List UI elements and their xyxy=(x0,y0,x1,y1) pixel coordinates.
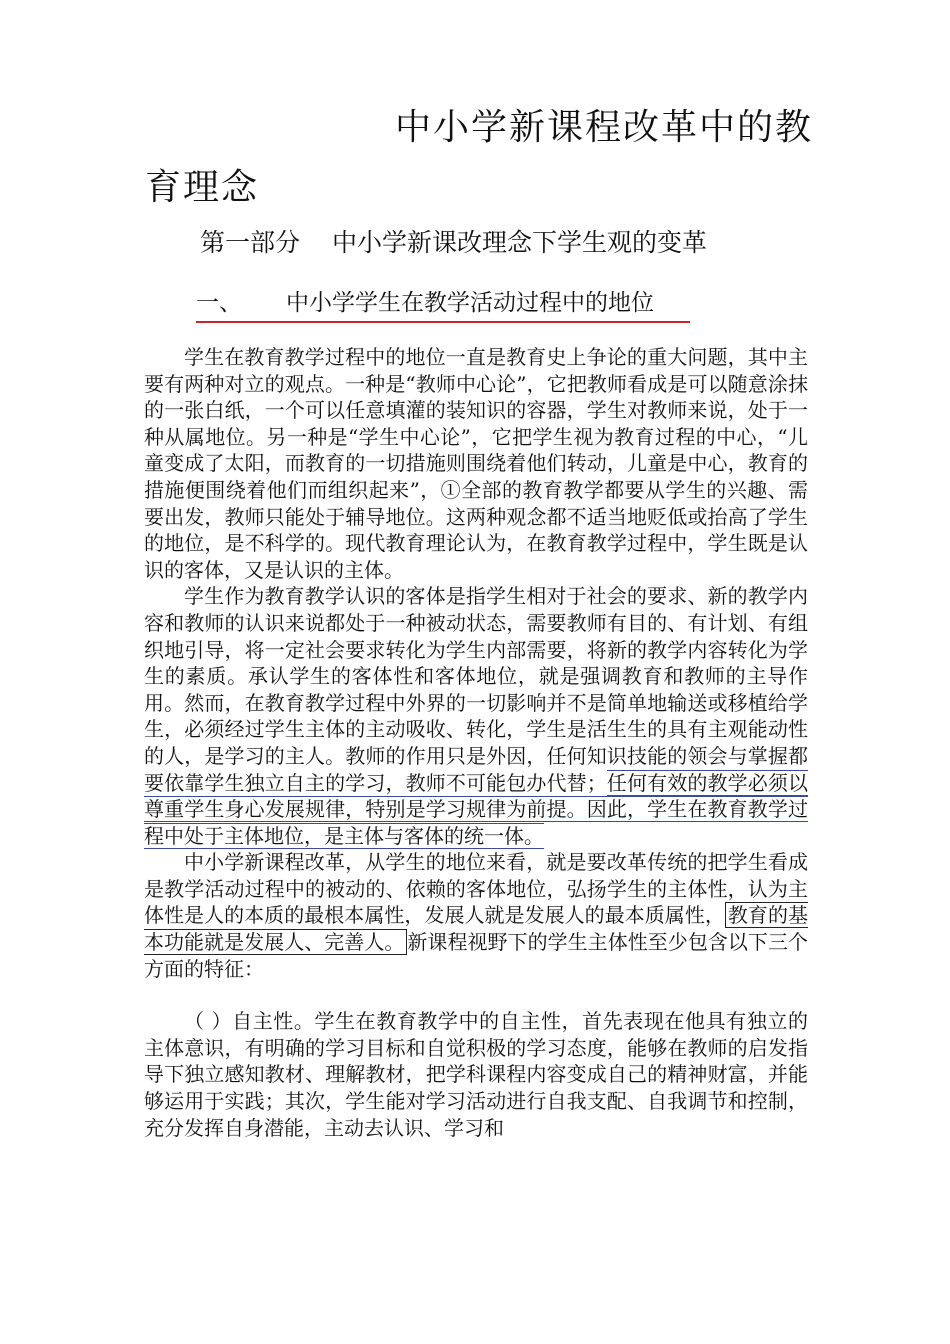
document-title xyxy=(145,98,813,218)
paragraph-2-text: 学生作为教育教学认识的客体是指学生相对于社会的要求、新的教学内容和教师的认识来说都处于一种被动状态，需要教师有目的、有计划、有组织地引导，将一定社会要求转化为学生内部需要，将新的教学内容转化为学生的素质。承认学生的客体性和客体地位，就是强调教育和教师的主导作用。然而，在教育教学过程中外界的一切影响并不是简单地输送或移植给学生，必须经过学生主体的主动吸收、转化，学生是活生生的具有主观能动性的人，是学习的主人。教师的作用只是外因，任何知识技能的领会与掌握都要依靠学生独立自主的学习，教师不可能包办代替； xyxy=(144,584,808,795)
part-title: 中小学新课改理念下学生观的变革 xyxy=(332,228,708,257)
boxed-passage: 教育的基本功能就是发展人、完善人。 xyxy=(144,903,808,955)
paragraph-3-text-a: 中小学新课程改革，从学生的地位来看，就是要改革传统的把学生看成是教学活动过程中的被动的、依赖的客体地位，弘扬学生的主体性，认为主体性是人的本质的最根本属性，发展人就是发展人的最本质属性， xyxy=(144,850,808,928)
paragraph-spacer xyxy=(144,982,808,1008)
paragraph-2 xyxy=(144,583,808,849)
part-heading xyxy=(200,225,707,261)
section-number: 一、 xyxy=(196,290,242,316)
paragraph-4: （ ）自主性。学生在教育教学中的自主性，首先表现在他具有独立的主体意识，有明确的学习目标和自觉积极的学习态度，能够在教师的启发指导下独立感知教材、理解教材，把学科课程内容变成自己的精神财富，并能够运用于实践；其次，学生能对学习活动进行自我支配、自我调节和控制，充分发挥自身潜能，主动去认识、学习和 xyxy=(144,1009,808,1140)
section-heading xyxy=(196,287,690,323)
paragraph-3 xyxy=(144,849,808,982)
section-title: 中小学学生在教学活动过程中的地位 xyxy=(286,290,654,316)
title-line-2: 育理念 xyxy=(145,167,260,208)
title-line-1: 中小学新课程改革中的教 xyxy=(394,107,813,148)
part-label: 第一部分 xyxy=(200,228,301,257)
paragraph-1: 学生在教育教学过程中的地位一直是教育史上争论的重大问题，其中主要有两种对立的观点。一种是“教师中心论”，它把教师看成是可以随意涂抹的一张白纸，一个可以任意填灌的装知识的容器，学生对教师来说，处于一种从属地位。另一种是“学生中心论”，它把学生视为教育过程的中心，“儿童变成了太阳，而教育的一切措施则围绕着他们转动，儿童是中心，教育的措施便围绕着他们而组织起来”，①全部的教育教学都要从学生的兴趣、需要出发，教师只能处于辅导地位。这两种观念都不适当地贬低或抬高了学生的地位，是不科学的。现代教育理论认为，在教育教学过程中，学生既是认识的客体，又是认识的主体。 xyxy=(144,345,808,582)
paragraph-3-text-b: 新课程视野下的学生主体性至少包含以下三个方面的特征： xyxy=(144,930,808,981)
underlined-passage: 任何有效的教学必须以尊重学生身心发展规律，特别是学习规律为前提。因此，学生在教育教学过程中处于主体地位，是主体与客体的统一体。 xyxy=(144,770,808,848)
document-body xyxy=(144,344,808,1141)
